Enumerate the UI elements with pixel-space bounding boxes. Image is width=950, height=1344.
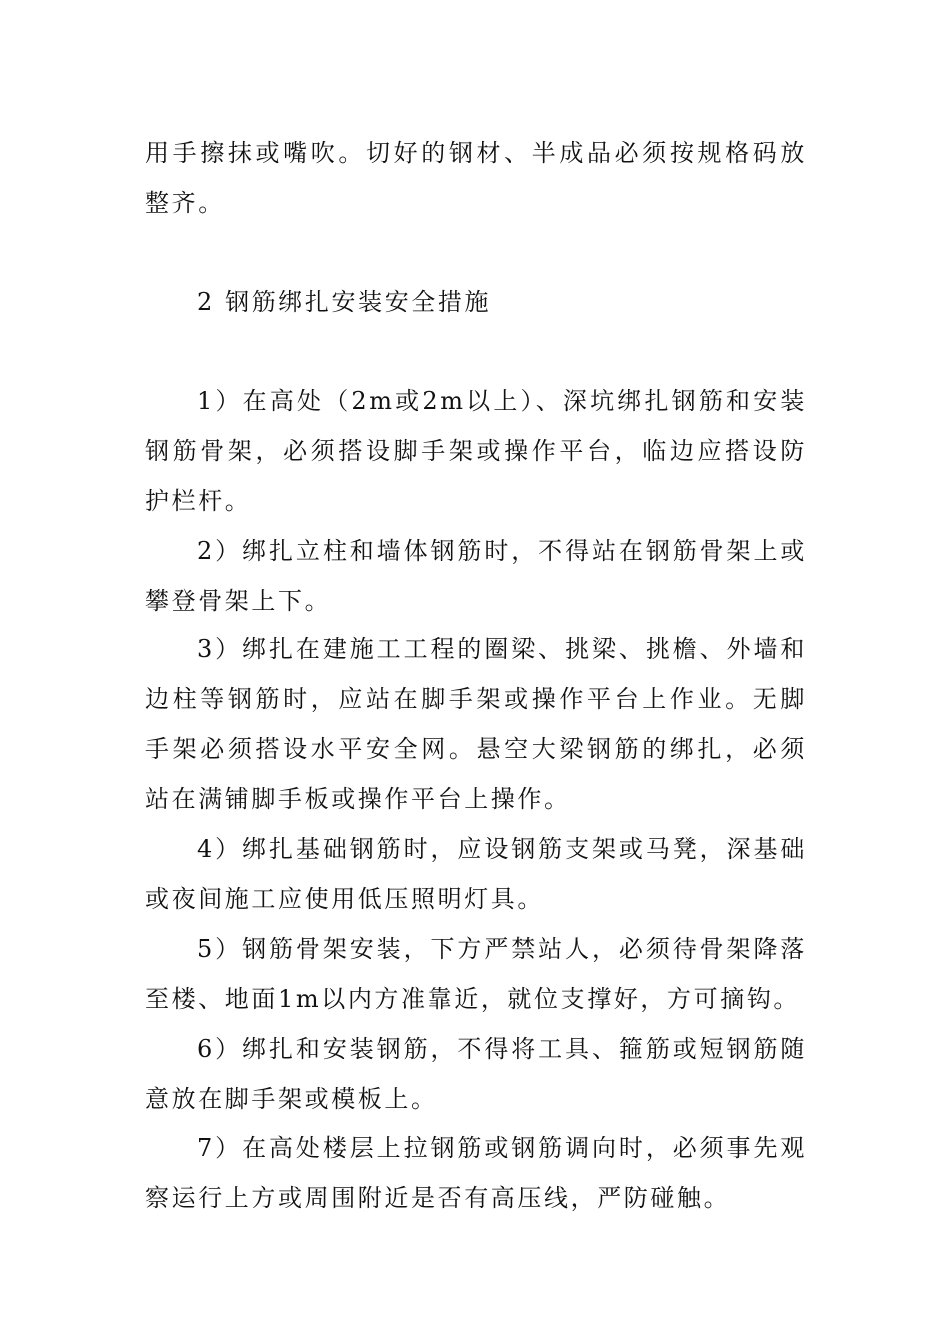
list-item-5: 5）钢筋骨架安装，下方严禁站人，必须待骨架降落至楼、地面1m以内方准靠近，就位支撑好，方可摘钩。 [145,935,807,1013]
list-item-6: 6）绑扎和安装钢筋，不得将工具、箍筋或短钢筋随意放在脚手架或模板上。 [145,1035,807,1113]
list-item-3: 3）绑扎在建施工工程的圈梁、挑梁、挑檐、外墙和边柱等钢筋时，应站在脚手架或操作平台上作业。无脚手架必须搭设水平安全网。悬空大梁钢筋的绑扎，必须站在满铺脚手板或操作平台上操作。 [145,635,807,813]
paragraph-continuation: 用手擦抹或嘴吹。切好的钢材、半成品必须按规格码放整齐。 [145,139,807,217]
list-item-1: 1）在高处（2m或2m以上）、深坑绑扎钢筋和安装钢筋骨架，必须搭设脚手架或操作平台，临边应搭设防护栏杆。 [145,387,807,515]
list-item-7: 7）在高处楼层上拉钢筋或钢筋调向时，必须事先观察运行上方或周围附近是否有高压线，严防碰触。 [145,1134,807,1212]
list-item-2: 2）绑扎立柱和墙体钢筋时，不得站在钢筋骨架上或攀登骨架上下。 [145,537,807,615]
section-heading: 2 钢筋绑扎安装安全措施 [197,288,492,316]
list-item-4: 4）绑扎基础钢筋时，应设钢筋支架或马凳，深基础或夜间施工应使用低压照明灯具。 [145,835,807,913]
